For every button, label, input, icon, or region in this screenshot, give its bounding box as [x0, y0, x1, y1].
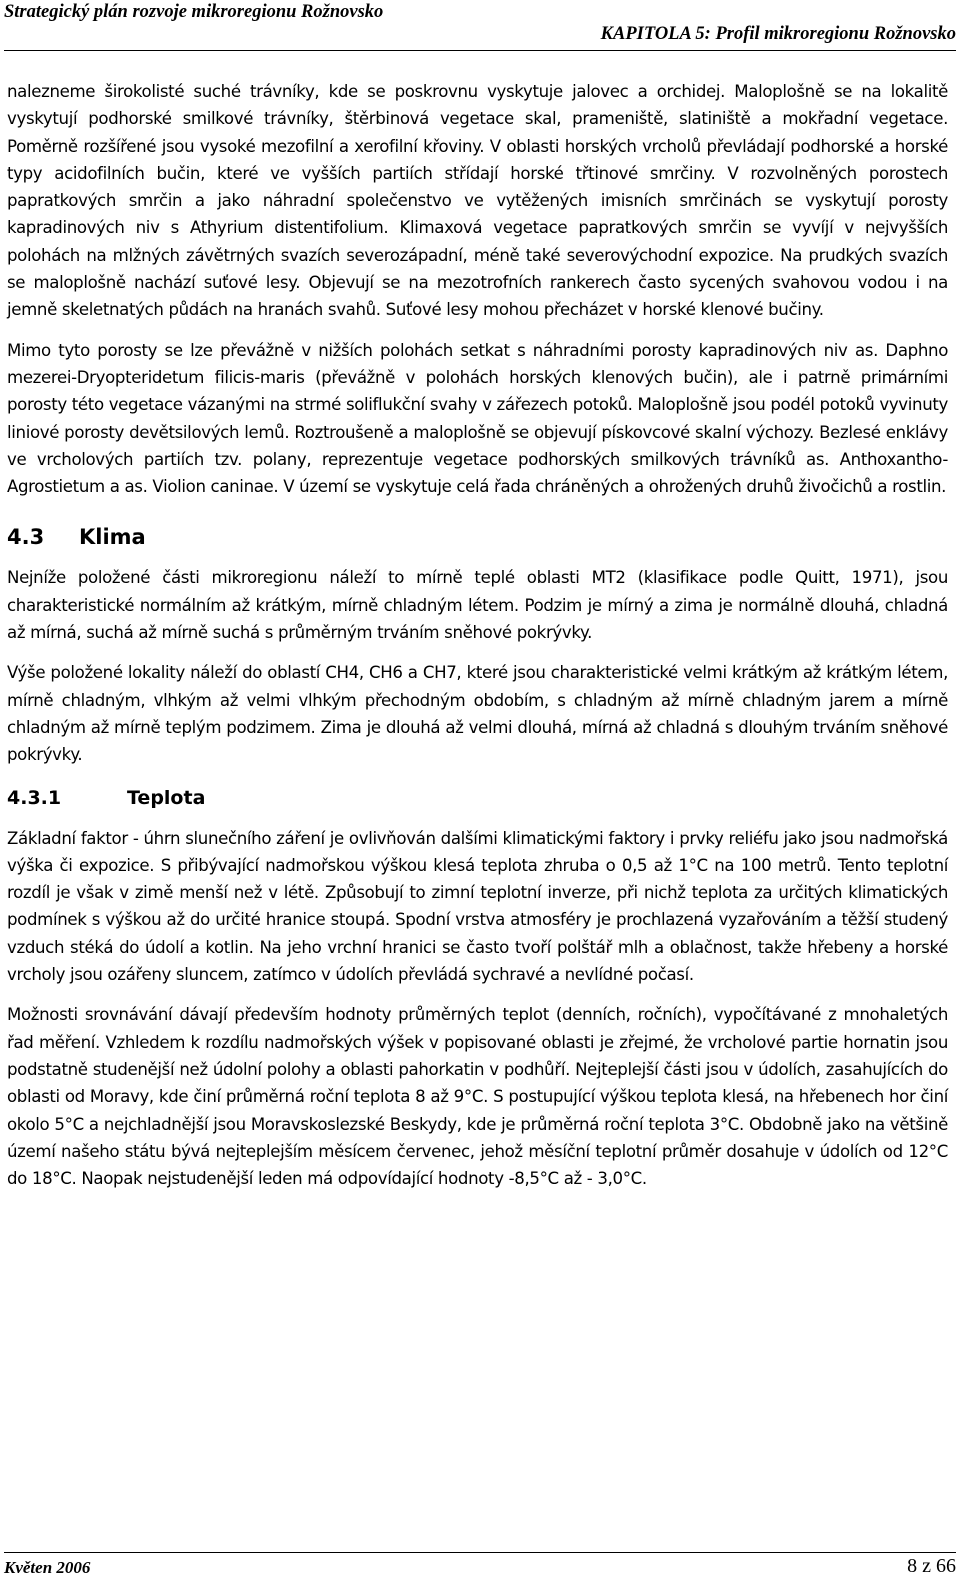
subsection-title: Teplota: [127, 786, 206, 809]
subsection-number: 4.3.1: [7, 786, 62, 809]
subsection-heading-teplota: [7, 783, 948, 813]
paragraph-vegetation-2: Mimo tyto porosty se lze převážně v nižších polohách setkat s náhradními porosty kapradinových niv as. Daphno mezerei-Dryopteridetum filicis-maris (převážně v polohách horských klenových bučin), ale i patrně primárními porosty této vegetace vázanými na strmé soliflukční svahy v zářezech potoků. Maloplošně jsou podél potoků vyvinuty liniové porosty devětsilových lemů. Roztroušeně a maloplošně se objevují pískovcové skalní výchozy. Bezlesé enklávy ve vrcholových partiích tzv. polany, reprezentuje vegetace podhorských smilkových trávníků as. Anthoxantho-Agrostietum a as. Violion caninae. V území se vyskytuje celá řada chráněných a ohrožených druhů živočichů a rostlin.: [7, 340, 948, 497]
paragraph-klima-2: Výše položené lokality náleží do oblastí CH4, CH6 a CH7, které jsou charakteristické velmi krátkým až krátkým létem, mírně chladným, vlhkým až velmi vlhkým přechodným obdobím, s chladným až mírně chladným jarem a mírně chladným až mírně teplým podzimem. Zima je dlouhá až velmi dlouhá, mírná až chladná s dlouhým trváním sněhové pokrývky.: [7, 663, 948, 765]
paragraph-teplota-2: Možnosti srovnávání dávají především hodnoty průměrných teplot (denních, ročních), vypočítávané z mnohaletých řad měření. Vzhledem k rozdílu nadmořských výšek v popisované oblasti je zřejmé, že vrcholové partie hornatin jsou podstatně studenější než údolní polohy a oblasti pahorkatin v podhůří. Nejteplejší části jsou v údolích, zasahujících do oblasti od Moravy, kde činí průměrná roční teplota 8 až 9°C. S postupující výškou teplota klesá, na hřebenech hor činí okolo 5°C a nejchladnější jsou Moravskoslezské Beskydy, kde je průměrná roční teplota 3°C. Obdobně jako na většině území našeho státu bývá nejteplejším měsícem červenec, jehož měsíční teplotní průměr dosahuje v údolích od 12°C do 18°C. Naopak nejstudenější leden má odpovídající hodnoty -8,5°C až - 3,0°C.: [7, 1005, 948, 1189]
footer-date: Květen 2006: [4, 1558, 91, 1577]
section-number: 4.3: [7, 525, 45, 550]
header-divider: [4, 50, 956, 51]
footer-divider: [4, 1552, 956, 1553]
header-chapter-title: KAPITOLA 5: Profil mikroregionu Rožnovsko: [600, 24, 956, 44]
paragraph-teplota-1: Základní faktor - úhrn slunečního záření je ovlivňován dalšími klimatickými faktory i prvky reliéfu jako jsou nadmořská výška či expozice. S přibývající nadmořskou výškou klesá teplota zhruba o 0,5 až 1°C na 100 metrů. Tento teplotní rozdíl je však v zimě menší než v létě. Způsobují to zimní teplotní inverze, při nichž teplota za určitých klimatických podmínek s výškou až do určité hranice stoupá. Spodní vrstva atmosféry je prochlazená vyzařováním a těžší studený vzduch stéká do údolí a kotlin. Na jeho vrchní hranici se často tvoří polštář mlh a oblačnost, takže hřebeny a horské vrcholy jsou ozářeny sluncem, zatímco v údolích převládá sychravé a nevlídné počasí.: [7, 828, 948, 985]
document-body: [7, 78, 948, 1192]
footer-page-number: 8 z 66: [907, 1555, 956, 1577]
section-title: Klima: [79, 525, 146, 550]
paragraph-vegetation-1: nalezneme širokolisté suché trávníky, kde se poskrovnu vyskytuje jalovec a orchidej. Maloplošně se na lokalitě vyskytují podhorské smilkové trávníky, štěrbinová vegetace skal, prameniště, slatiniště a mokřadní vegetace. Poměrně rozšířené jsou vysoké mezofilní a xerofilní křoviny. V oblasti horských vrcholů převládají podhorské a horské typy acidofilních bučin, které ve vyšších partiích střídají horské třtinové smrčiny. V rozvolněných porostech papratkových smrčin a jako náhradní společenstvo ve vytěžených imisních smrčinách se vyskytují porosty kapradinových niv s Athyrium distentifolium. Klimaxová vegetace papratkových smrčin se vyvíjí v nejvyšších polohách na mlžných závětrných svazích severozápadní, méně také severovýchodní expozice. Na prudkých svazích se maloplošně nachází suťové lesy. Objevují se na mezotrofních rankerech často sycených svahovou vodou i na jemně skeletnatých půdách na hranách svahů. Suťové lesy mohou přecházet v horské klenové bučiny.: [7, 82, 948, 320]
header-document-title: Strategický plán rozvoje mikroregionu Rožnovsko: [4, 2, 384, 22]
paragraph-klima-1: Nejníže položené části mikroregionu náleží to mírně teplé oblasti MT2 (klasifikace podle Quitt, 1971), jsou charakteristické normálním až krátkým, mírně chladným létem. Podzim je mírný a zima je normálně dlouhá, chladná až mírná, suchá až mírně suchá s průměrným trváním sněhové pokrývky.: [7, 568, 948, 643]
section-heading-klima: [7, 522, 948, 552]
